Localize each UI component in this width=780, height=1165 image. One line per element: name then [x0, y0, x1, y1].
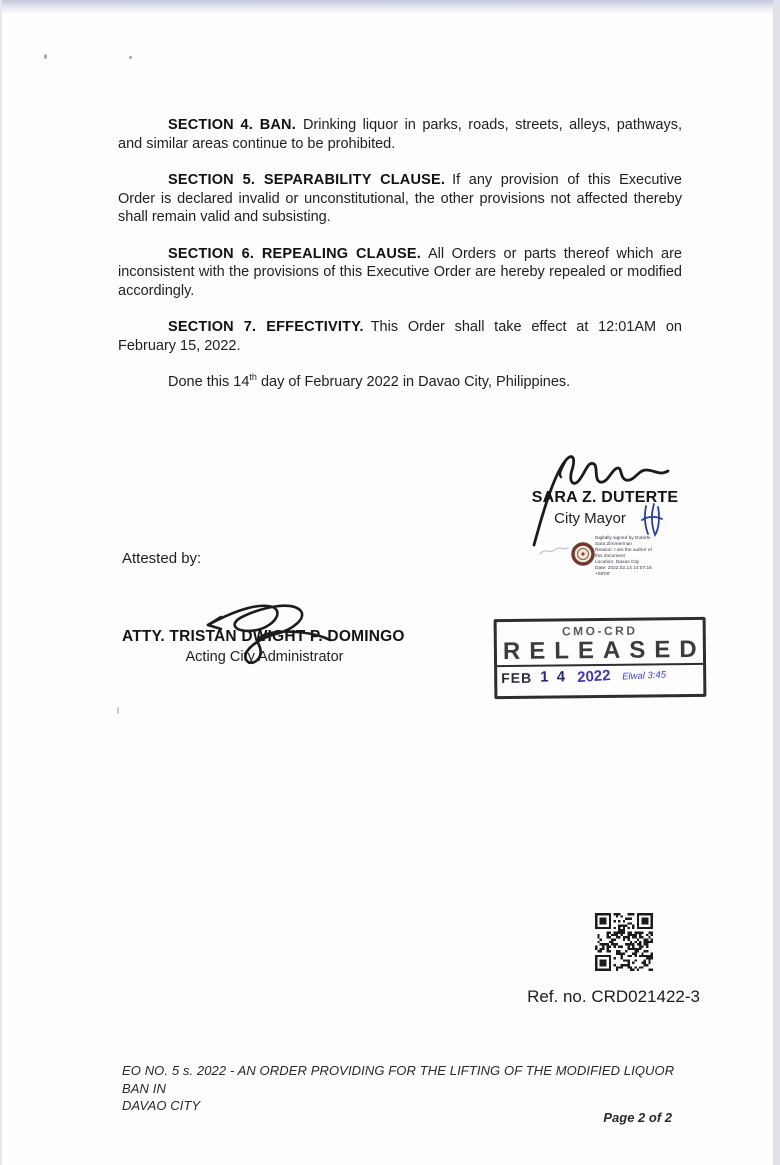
scan-edge-right: [773, 0, 780, 1165]
attestor-name: ATTY. TRISTAN DWIGHT P. DOMINGO: [122, 628, 405, 645]
section-7-heading: SECTION 7. EFFECTIVITY.: [168, 319, 364, 335]
digisig-line: Reason: I am the author of: [595, 548, 652, 553]
digisig-line: Digitally signed by Duterte: [595, 536, 651, 541]
stamp-date-month: FEB: [501, 669, 533, 686]
scan-edge-top: [0, 0, 780, 14]
stamp-date-year: 2022: [576, 667, 611, 687]
scan-edge-left: [0, 0, 2, 1165]
section-6-paragraph: [118, 245, 682, 301]
section-4-paragraph: [118, 116, 682, 153]
signatory-title: City Mayor: [554, 510, 626, 527]
digisig-line: +08'00': [595, 572, 611, 577]
stamp-date-row: [497, 663, 703, 688]
stamp-office-label: CMO-CRD: [561, 623, 638, 639]
done-line: [118, 373, 682, 392]
ink-speck: [44, 54, 47, 59]
section-4-heading: SECTION 4. BAN.: [168, 117, 296, 133]
section-7-text: This Order shall take effect at 12:01AM on February 15, 2022.: [118, 319, 682, 354]
done-line-prefix: Done this 14: [168, 374, 250, 390]
done-line-ordinal: th: [249, 372, 257, 383]
done-line-suffix: day of February 2022 in Davao City, Philippines.: [256, 374, 571, 390]
attestor-title: Acting City Administrator: [185, 649, 344, 665]
notary-seal-icon: [571, 542, 595, 566]
section-5-text: If any provision of this Executive Order is declared invalid or unconstitutional, the other provisions not affected thereby shall remain valid and subsisting.: [118, 172, 682, 225]
section-6-text: All Orders or parts thereof which are inconsistent with the provisions of this Executive Order are hereby repealed or modified accordingly.: [118, 245, 682, 299]
section-7-paragraph: [118, 318, 682, 355]
gray-initials-scribble: [538, 544, 570, 558]
digital-signature-text: [595, 536, 673, 578]
stamp-status-label: RELEASED: [502, 635, 706, 666]
section-6-heading: SECTION 6. REPEALING CLAUSE.: [168, 245, 422, 262]
footer-title-line-2: DAVAO CITY: [122, 1098, 201, 1113]
digisig-line: this document: [595, 554, 625, 559]
stamp-date-day: 1 4: [540, 668, 568, 686]
signatory-name: SARA Z. DUTERTE: [531, 489, 679, 506]
stray-mark: [117, 707, 119, 714]
section-5-paragraph: [118, 171, 682, 227]
attested-by-label: Attested by:: [122, 550, 202, 567]
footer-title-line-1: EO NO. 5 s. 2022 - AN ORDER PROVIDING FOR THE LIFTING OF THE MODIFIED LIQUOR BAN IN: [122, 1063, 675, 1096]
stamp-handwritten-note: Elwal 3:45: [622, 669, 667, 683]
qr-code-icon: [595, 913, 653, 971]
digisig-line: Date: 2022.02.14 14:07:16: [595, 566, 652, 571]
ink-speck: [129, 56, 132, 59]
document-body: [118, 116, 682, 410]
released-stamp: [494, 617, 707, 699]
blue-initial-mark: [638, 501, 664, 539]
footer-title: [122, 1062, 688, 1115]
digisig-line: Location: Davao City: [595, 560, 640, 565]
section-4-text: Drinking liquor in parks, roads, streets, alleys, pathways, and similar areas continue to be prohibited.: [118, 117, 682, 152]
digisig-line: Sara Zimmerman: [595, 542, 633, 547]
section-5-heading: SECTION 5. SEPARABILITY CLAUSE.: [168, 172, 446, 188]
page-number: Page 2 of 2: [603, 1110, 672, 1125]
attestor-signature-scrawl: [194, 595, 336, 673]
reference-number: Ref. no. CRD021422-3: [527, 987, 700, 1006]
